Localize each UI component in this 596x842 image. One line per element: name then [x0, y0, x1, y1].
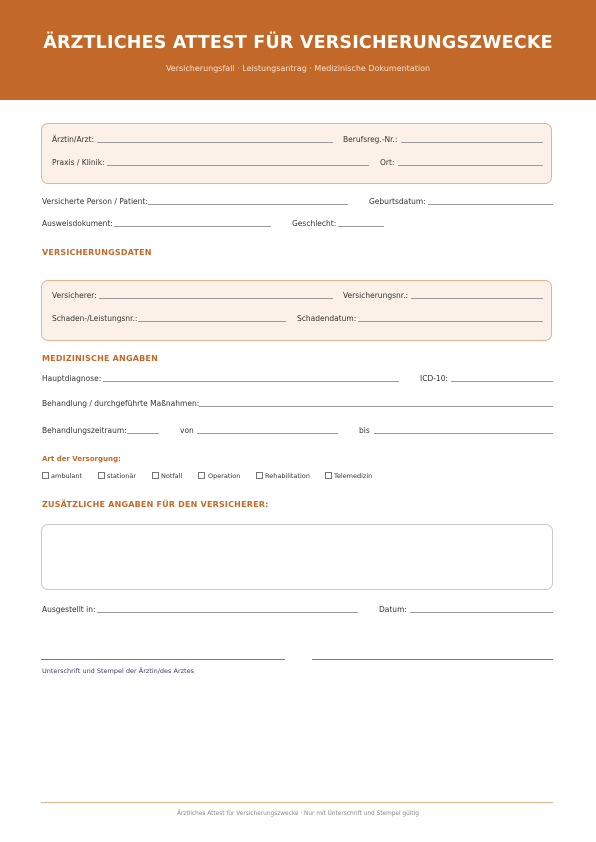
medical-section-heading: MEDIZINISCHE ANGABEN [42, 354, 158, 363]
id-document-label: Ausweisdokument: [42, 219, 113, 228]
footer-text: Ärztliches Attest für Versicherungszwecke · Nur mit Unterschrift und Stempel gültig [177, 811, 419, 817]
gender-field[interactable] [338, 226, 384, 227]
checkbox-telemedizin[interactable] [325, 472, 332, 479]
issued-in-label: Ausgestellt in: [42, 605, 96, 614]
checkbox-rehabilitation[interactable] [256, 472, 263, 479]
birthdate-field[interactable] [428, 204, 553, 205]
stamp-line[interactable] [312, 659, 553, 660]
checkbox-label-rehabilitation: Rehabilitation [265, 472, 310, 480]
practice-label: Praxis / Klinik: [52, 158, 105, 167]
checkbox-label-telemedizin: Telemedizin [334, 472, 373, 480]
icd-label: ICD-10: [420, 374, 449, 383]
additional-info-heading: ZUSÄTZLICHE ANGABEN FÜR DEN VERSICHERER: [42, 500, 269, 509]
diagnosis-label: Hauptdiagnose: [42, 374, 102, 383]
patient-label: Versicherte Person / Patient: [42, 197, 148, 206]
checkbox-label-notfall: Notfall [161, 472, 183, 480]
document-title: ÄRZTLICHES ATTEST FÜR VERSICHERUNGSZWECKE [43, 33, 553, 53]
checkbox-ambulant[interactable] [42, 472, 49, 479]
birthdate-label: Geburtsdatum: [369, 197, 426, 206]
doctor-label: Ärztin/Arzt: [52, 135, 95, 144]
diagnosis-field[interactable] [103, 381, 399, 382]
checkbox-notfall[interactable] [152, 472, 159, 479]
treatment-field[interactable] [199, 406, 553, 407]
additional-info-textarea[interactable] [41, 524, 553, 590]
practice-field[interactable] [107, 165, 369, 166]
treatment-period-field[interactable] [127, 433, 159, 434]
claim-date-label: Schadendatum: [297, 314, 357, 323]
id-document-field[interactable] [114, 226, 271, 227]
checkbox-stationaer[interactable] [98, 472, 105, 479]
doctor-field[interactable] [97, 142, 333, 143]
insurer-label: Versicherer: [52, 291, 97, 300]
checkbox-label-ambulant: ambulant [51, 472, 83, 480]
checkbox-label-operation: Operation [208, 472, 241, 480]
claim-number-field[interactable] [138, 321, 286, 322]
signature-caption: Unterschrift und Stempel der Ärztin/des Arztes [42, 667, 194, 675]
from-date-field[interactable] [197, 433, 338, 434]
footer-divider [41, 802, 553, 803]
registration-label: Berufsreg.-Nr.: [343, 135, 398, 144]
issued-in-field[interactable] [97, 612, 358, 613]
to-label: bis [359, 426, 370, 435]
icd-field[interactable] [451, 381, 553, 382]
treatment-period-label: Behandlungszeitraum: [42, 426, 127, 435]
date-field[interactable] [410, 612, 553, 613]
location-label: Ort: [380, 158, 395, 167]
signature-line[interactable] [41, 659, 285, 660]
care-type-heading: Art der Versorgung: [42, 455, 121, 463]
gender-label: Geschlecht: [292, 219, 337, 228]
checkbox-operation[interactable] [198, 472, 205, 479]
to-date-field[interactable] [374, 433, 553, 434]
document-subtitle: Versicherungsfall · Leistungsantrag · Medizinische Dokumentation [165, 64, 431, 73]
patient-field[interactable] [148, 204, 348, 205]
date-label: Datum: [379, 605, 407, 614]
treatment-label: Behandlung / durchgeführte Maßnahmen: [42, 399, 200, 408]
policy-number-label: Versicherungsnr.: [343, 291, 409, 300]
insurer-field[interactable] [99, 298, 333, 299]
insurance-section-heading: VERSICHERUNGSDATEN [42, 248, 152, 257]
policy-number-field[interactable] [411, 298, 543, 299]
claim-number-label: Schaden-/Leistungsnr.: [52, 314, 138, 323]
location-field[interactable] [398, 165, 543, 166]
header-banner [0, 0, 596, 100]
doctor-info-box [41, 123, 552, 184]
from-label: von [180, 426, 194, 435]
registration-field[interactable] [401, 142, 543, 143]
insurance-info-box [41, 280, 552, 341]
claim-date-field[interactable] [358, 321, 543, 322]
checkbox-label-stationaer: stationär [107, 472, 137, 480]
